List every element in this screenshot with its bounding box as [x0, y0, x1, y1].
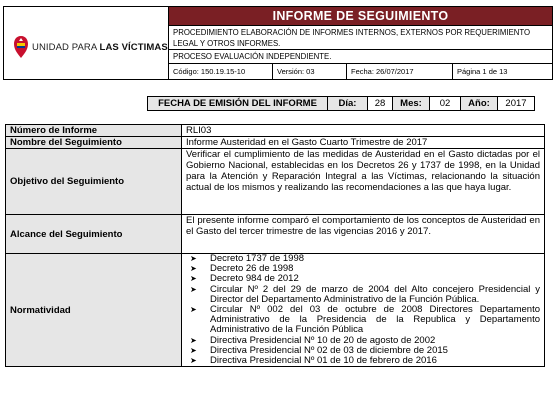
doc-date: Fecha: 26/07/2017 [347, 64, 453, 79]
document-title: INFORME DE SEGUIMIENTO [169, 7, 552, 26]
arrowhead-bullet-icon: ➤ [190, 274, 197, 284]
logo-text: UNIDAD PARA LAS VÍCTIMAS [32, 42, 168, 53]
arrowhead-bullet-icon: ➤ [190, 284, 197, 294]
report-number-value: RLI03 [182, 125, 545, 137]
table-row [6, 215, 545, 254]
follow-up-name-label: Nombre del Seguimiento [6, 137, 182, 149]
list-item: ➤ Directiva Presidencial Nº 01 de 10 de febrero de 2016 [190, 355, 437, 367]
arrowhead-bullet-icon: ➤ [190, 305, 197, 315]
arrowhead-bullet-icon: ➤ [190, 356, 197, 366]
doc-version: Versión: 03 [273, 64, 347, 79]
objective-label: Objetivo del Seguimiento [6, 149, 182, 215]
scope-label: Alcance del Seguimiento [6, 215, 182, 254]
table-row [6, 125, 545, 137]
month-label: Mes: [393, 97, 430, 110]
table-row [6, 149, 545, 215]
regulations-value [182, 254, 545, 367]
arrowhead-bullet-icon: ➤ [190, 264, 197, 274]
list-item: ➤ Directiva Presidencial Nº 10 de 20 de agosto de 2002 [190, 334, 436, 346]
year-value: 2017 [505, 98, 527, 109]
year-label: Año: [461, 97, 498, 110]
header-codes-row [169, 64, 552, 79]
emission-date-label: FECHA DE EMISIÓN DEL INFORME [148, 97, 328, 110]
day-label: Día: [328, 97, 368, 110]
day-value: 28 [368, 97, 393, 110]
logo-area [4, 7, 169, 79]
scope-value: El presente informe comparó el comportamiento de los conceptos de Austeridad en el Gasto del tercer trimestre de las vigencias 2016 y 2017. [182, 215, 545, 254]
report-number-label: Número de Informe [6, 125, 182, 137]
header-info [169, 7, 552, 79]
month-value: 02 [430, 97, 461, 110]
report-details-table [5, 124, 545, 367]
objective-value: Verificar el cumplimiento de las medidas de Austeridad en el Gasto dictadas por el Gobierno Nacional, establecidas en los Decretos 26 y 1737 de 1998, en la Unidad para la Atención y Reparación Integral a las Víctimas, relacionando la situación actual de los mismos y realizando las recomendaciones a las que haya lugar. [182, 149, 545, 215]
list-item: ➤ Circular Nº 2 del 29 de marzo de 2004 del Alto concejero Presidencial y Director del Departamento Administrativo de la Función Pública. [190, 283, 540, 305]
regulations-label: Normatividad [6, 254, 182, 367]
list-item: ➤ Decreto 984 de 2012 [190, 273, 299, 285]
emission-date-strip [147, 96, 535, 111]
table-row [6, 137, 545, 149]
procedure-name: PROCEDIMIENTO ELABORACIÓN DE INFORMES INTERNOS, EXTERNOS POR REQUERIMIENTO LEGAL Y OTROS INFORMES. [169, 26, 552, 50]
arrowhead-bullet-icon: ➤ [190, 345, 197, 355]
follow-up-name-value: Informe Austeridad en el Gasto Cuarto Trimestre de 2017 [182, 137, 545, 149]
doc-page: Página 1 de 13 [457, 67, 508, 76]
list-item: ➤ Directiva Presidencial Nº 02 de 03 de diciembre de 2015 [190, 344, 448, 356]
process-name: PROCESO EVALUACIÓN INDEPENDIENTE. [169, 50, 552, 64]
list-item: ➤ Decreto 1737 de 1998 [190, 253, 305, 264]
arrowhead-bullet-icon: ➤ [190, 335, 197, 345]
document-header [3, 6, 553, 80]
list-item: ➤ Decreto 26 de 1998 [190, 263, 294, 275]
doc-code: Código: 150.19.15-10 [169, 64, 273, 79]
arrowhead-bullet-icon: ➤ [190, 254, 197, 263]
list-item: ➤ Circular Nº 002 del 03 de octubre de 2008 Directores Departamento Administrativo de la Presidencia de la Republica y Departamento Administrativo de la Función Pública [190, 304, 540, 336]
regulations-list [186, 254, 540, 366]
table-row [6, 254, 545, 367]
colombia-flag-emblem-icon [12, 35, 30, 59]
